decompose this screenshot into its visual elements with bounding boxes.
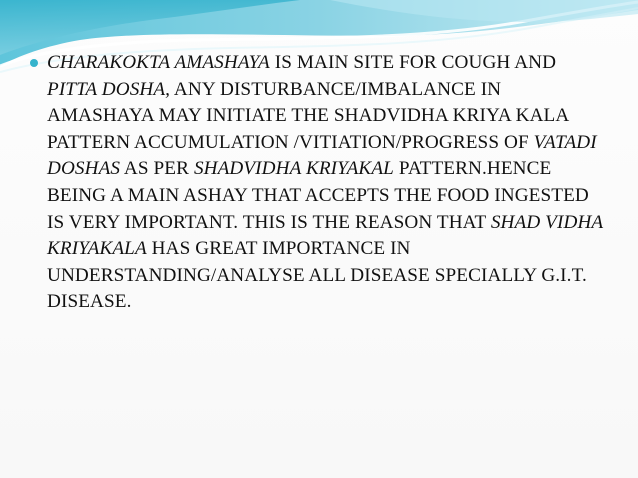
text-run: HAS GREAT IMPORTANCE IN UNDERSTANDING/ANALYSE ALL DISEASE SPECIALLY G.I.T. DISEASE. bbox=[47, 238, 587, 313]
slide-body bbox=[30, 50, 610, 316]
text-run: ANY DISTURBANCE/IMBALANCE IN AMASHAYA MAY INITIATE THE SHADVIDHA KRIYA KALA PATTERN ACCUMULATION /VITIATION/PROGRESS OF bbox=[47, 78, 569, 153]
text-run: SHADVIDHA KRIYAKAL bbox=[193, 158, 394, 180]
body-paragraph bbox=[30, 50, 610, 316]
text-run: PATTERN.HENCE BEING A MAIN ASHAY THAT ACCEPTS THE FOOD INGESTED IS VERY IMPORTANT. THIS IS THE REASON THAT bbox=[47, 158, 589, 233]
text-run: AS PER bbox=[120, 158, 194, 180]
text-run: IS MAIN SITE FOR COUGH AND bbox=[269, 52, 557, 73]
text-run: PITTA DOSHA, bbox=[47, 78, 171, 100]
bullet-icon bbox=[30, 59, 38, 67]
text-run: CHARAKOKTA AMASHAYA bbox=[47, 52, 270, 73]
text-run: VATADI DOSHAS bbox=[47, 131, 597, 180]
text-run: SHAD VIDHA KRIYAKALA bbox=[47, 211, 603, 260]
